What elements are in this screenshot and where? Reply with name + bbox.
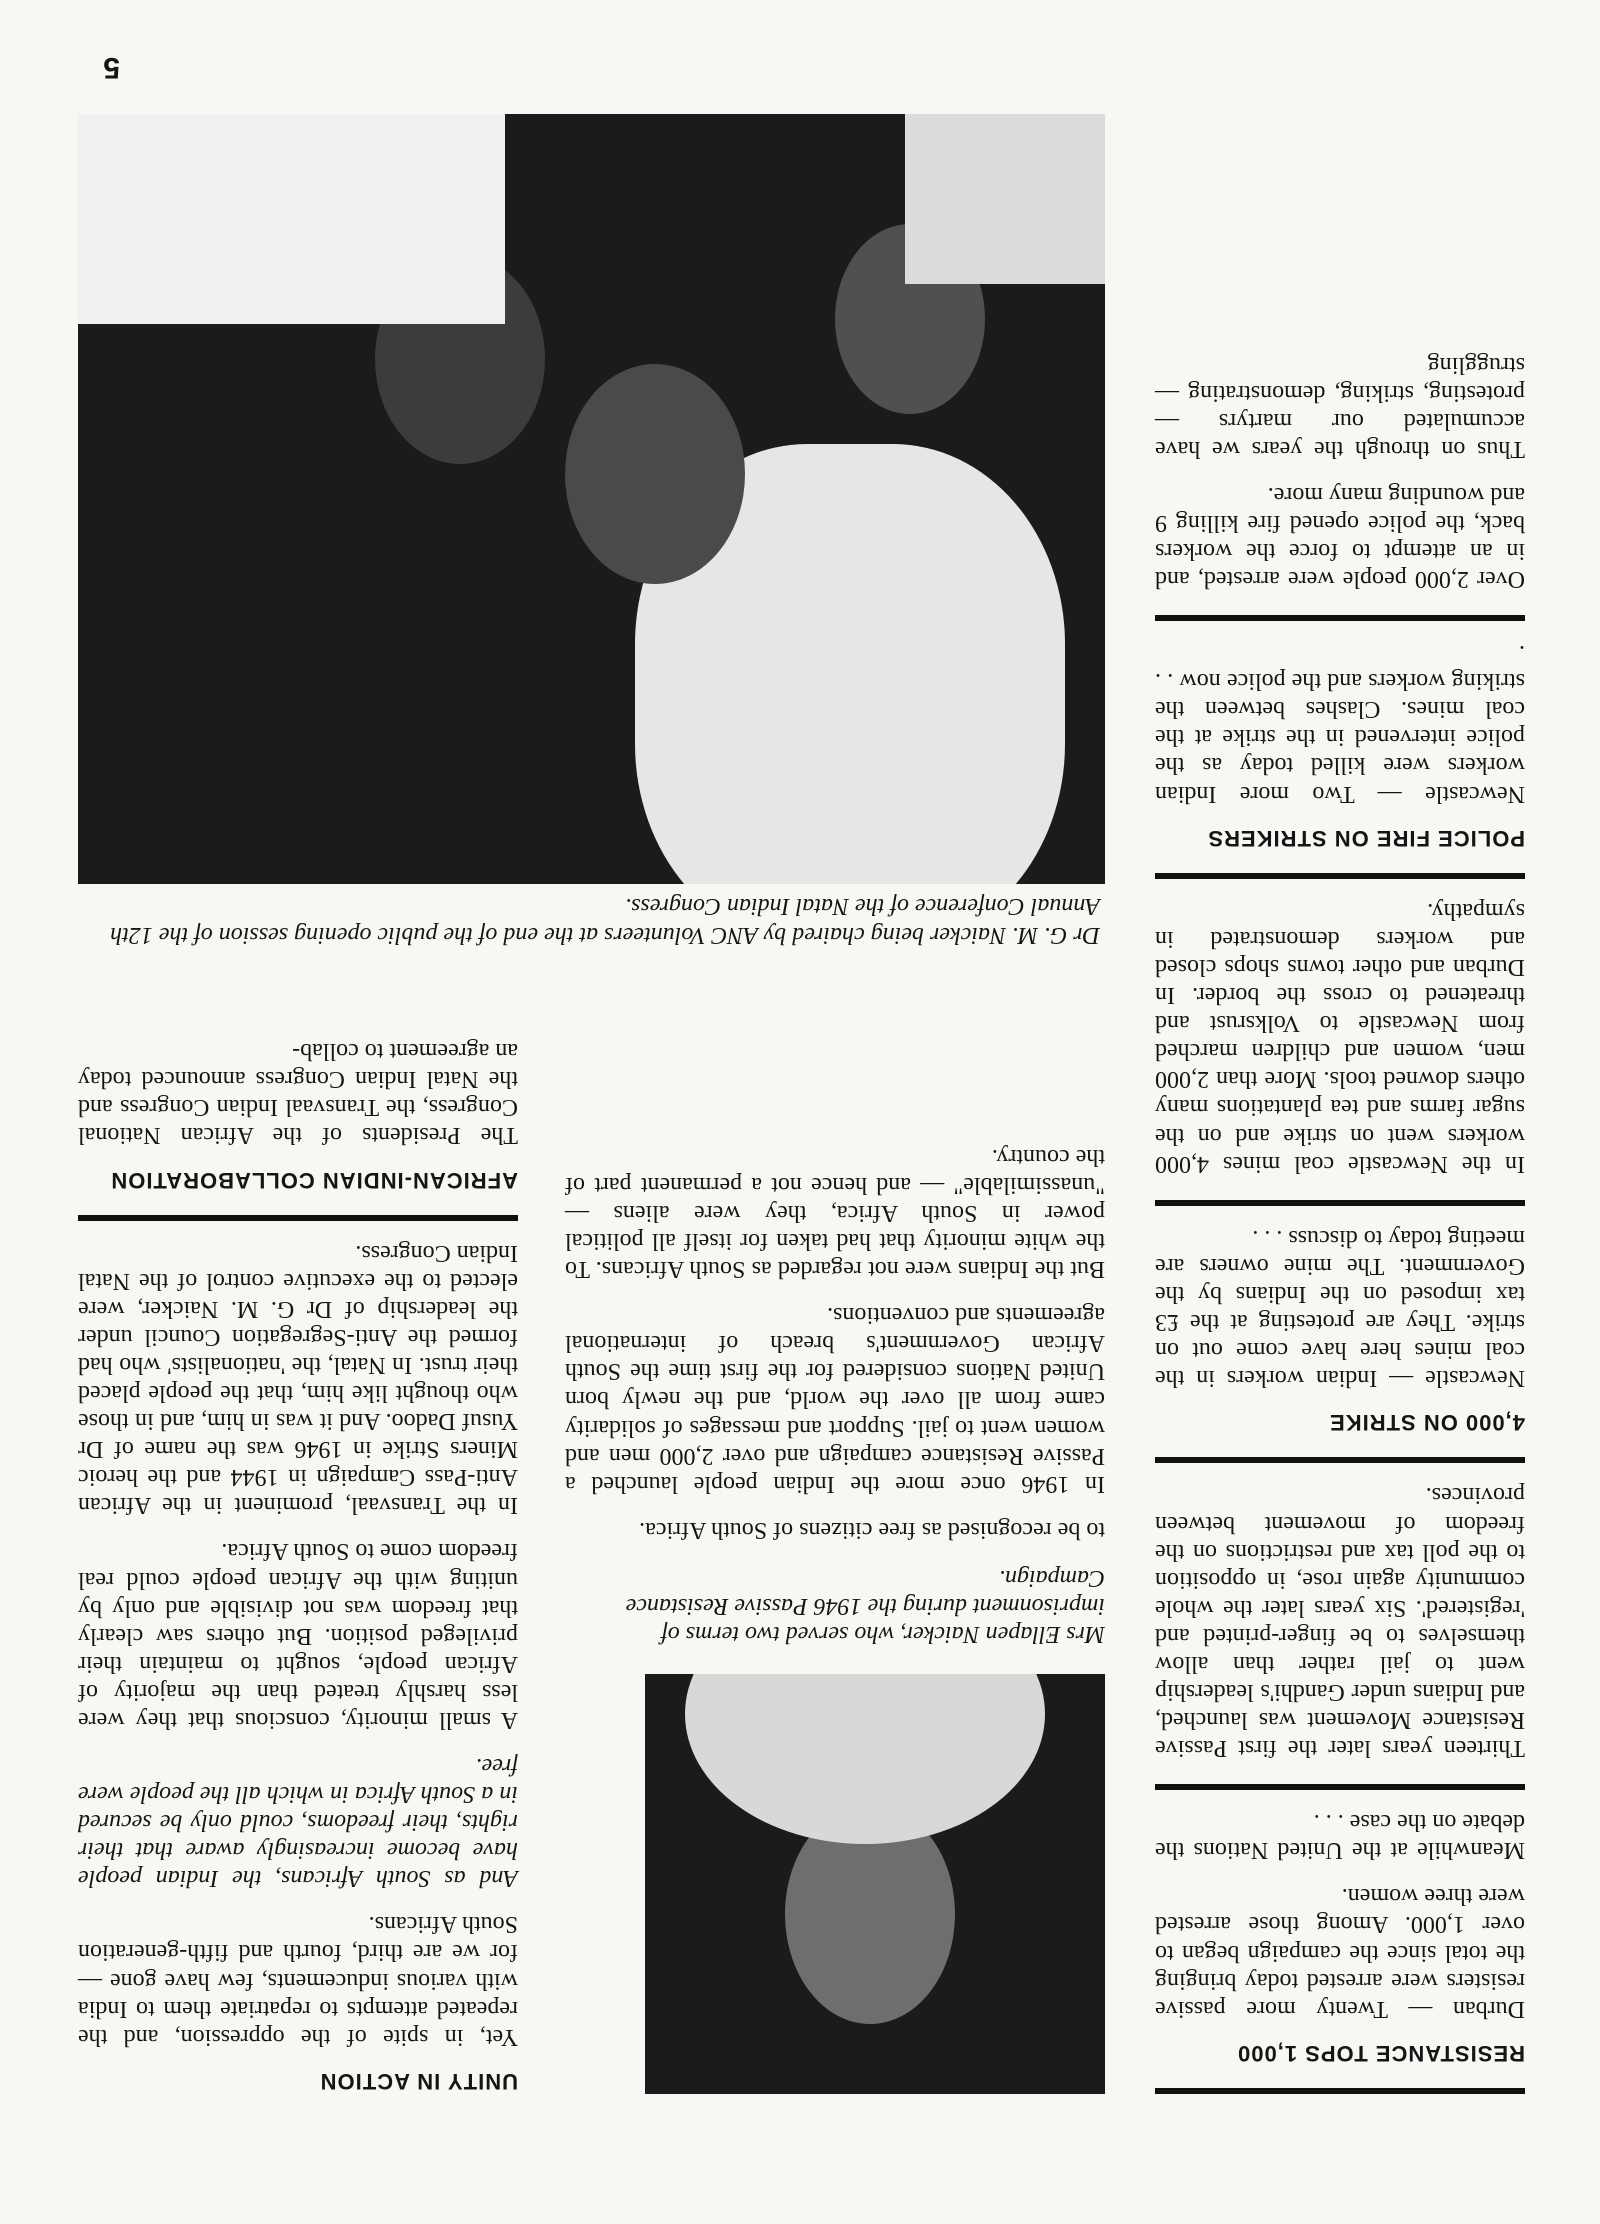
divider (1155, 873, 1525, 879)
paragraph: The Presidents of the African National Congress, the Transvaal Indian Congress and the Natal Indian Congress announced today an agreement to collab- (78, 1038, 518, 1149)
paragraph: Meanwhile at the United Nations the debate on the case . . . (1155, 1809, 1525, 1864)
divider (1155, 1200, 1525, 1206)
page-number: 5 (103, 51, 120, 84)
divider (78, 1215, 518, 1221)
paragraph: Yet, in spite of the oppression, and the repeated attempts to repatriate them to India with various inducements, few have gone — for we are third, fourth and fifth-generation South Africans. (78, 1911, 518, 2050)
headline-collaboration: AFRICAN-INDIAN COLLABORATION (110, 1167, 518, 1193)
photo-caption: Mrs Ellapen Naicker, who served two terms of imprisonment during the 1946 Passive Resistance Campaign. (625, 1564, 1105, 1647)
headline-police: POLICE FIRE ON STRIKERS (1207, 825, 1525, 851)
banner (78, 114, 505, 324)
portrait-garment (685, 1674, 1045, 1844)
photo-caption: Dr G. M. Naicker being chaired by ANC Volunteers at the end of the public opening session of the 12th Annual Conference of the Natal Indian Congress. (110, 893, 1100, 948)
middle-column (565, 1125, 1105, 2094)
paragraph: A small minority, conscious that they were less harshly treated than the majority of African people, sought to maintain their privileged position. But others saw clearly that freedom was not divisible and only by uniting with the African people could real freedom come to South Africa. (78, 1538, 518, 1733)
paragraph: Thus on through the years we have accumulated our martyrs — protesting, striking, demonstrating — struggling (1155, 351, 1525, 462)
paragraph: Newcastle — Two more Indian workers were killed today as the police intervened in the strike at the coal mines. Clashes between the striking workers and the police now . . . (1155, 640, 1525, 807)
divider (1155, 615, 1525, 621)
divider (1155, 2088, 1525, 2094)
paragraph-italic: And as South Africans, the Indian people have become increasingly aware that their rights, their freedoms, could only be secured in a South Africa in which all the people were free. (78, 1753, 518, 1892)
paragraph: Newcastle — Indian workers in the coal mines here have come out on strike. They are protesting at the £3 tax imposed on the Indians by the Government. The mine owners are meeting today to discuss . . . (1155, 1224, 1525, 1392)
paragraph: Over 2,000 people were arrested, and in an attempt to force the workers back, the police opened fire killing 9 and wounding many more. (1155, 481, 1525, 593)
right-column (78, 1019, 518, 2094)
divider (1155, 1457, 1525, 1463)
paragraph: to be recognised as free citizens of South Africa. (639, 1516, 1105, 1543)
paragraph: In the Transvaal, prominent in the African Anti-Pass Campaign in 1944 and the heroic Miners Strike in 1946 was the name of Dr Yusuf Dadoo. And it was in him, and in those who thought like him, that the people placed their trust. In Natal, the 'nationalists' who had formed the Anti-Segregation Council under the leadership of Dr G. M. Naicker, were elected to the executive control of the Natal Indian Congress. (78, 1239, 518, 1519)
divider (1155, 1784, 1525, 1790)
crowd-face (565, 364, 745, 584)
paragraph: Thirteen years later the first Passive Resistance Movement was launched, and Indians under Gandhi's leadership went to jail rather than allow themselves to be finger-printed and 'registered'. Six years later the whole community again rose, in opposition to the poll tax and restrictions on the freedom of movement between provinces. (1155, 1482, 1525, 1762)
paragraph: Durban — Twenty more passive resisters were arrested today bringing the total since the campaign began to over 1,000. Among those arrested were three women. (1155, 1883, 1525, 2022)
crowd-photo (78, 114, 1105, 884)
banner (905, 114, 1105, 284)
paragraph: But the Indians were not regarded as South Africans. To the white minority that had taken for itself all political power in South Africa, they were aliens — "unassimilable" — and hence not a permanent part of the country. (565, 1143, 1105, 1283)
paragraph: In 1946 once more the Indian people launched a Passive Resistance campaign and over 2,000 men and women went to jail. Support and messages of solidarity came from all over the world, and the newly born United Nations considered for the first time the South African Government's breach of international agreements and conventions. (565, 1302, 1105, 1497)
left-column (1155, 332, 1525, 2094)
headline-unity: UNITY IN ACTION (319, 2069, 518, 2094)
headline-resistance: RESISTANCE TOPS 1,000 (1237, 2041, 1525, 2066)
paragraph: In the Newcastle coal mines 4,000 workers went on strike and on the sugar farms and tea plantations many others downed tools. More than 2,000 men, women and children marched from Newcastle to Volksrust and threatened to cross the border. In Durban and other towns shops closed and workers demonstrated in sympathy. (1155, 897, 1525, 1177)
headline-strike: 4,000 ON STRIKE (1329, 1410, 1525, 1436)
portrait-photo (645, 1674, 1105, 2094)
